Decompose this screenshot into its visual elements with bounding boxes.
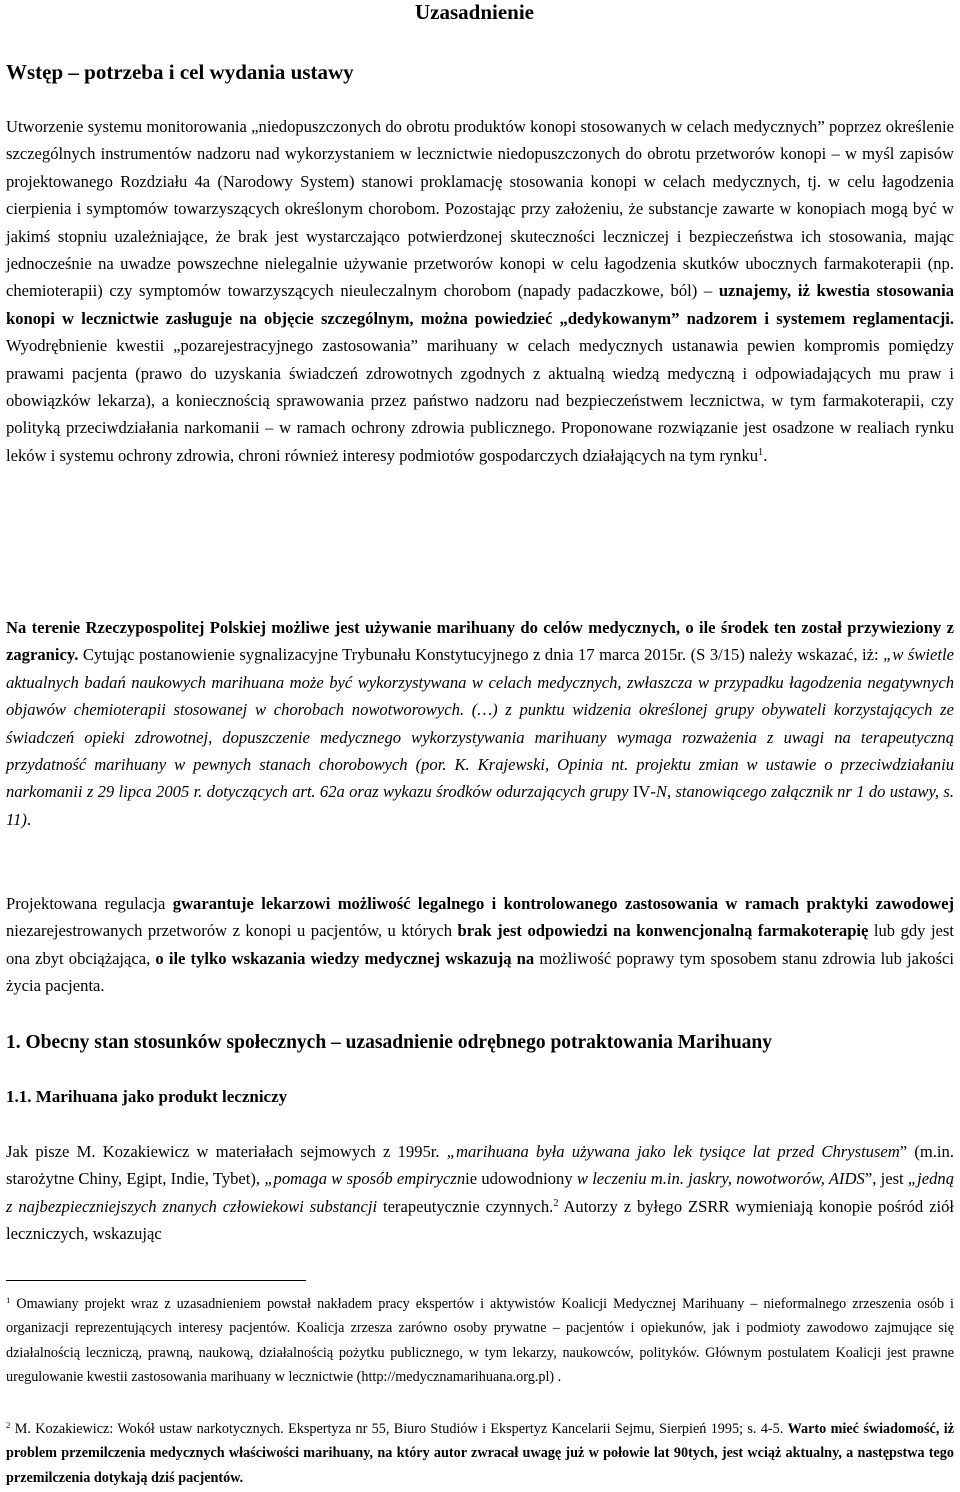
footnote-ref-2: 2 [553,1198,559,1210]
footnote-ref-1: 1 [758,447,764,459]
footnote-1: $^1$ Omawiany projekt wraz z uzasadnieniem powstał nakładem pracy ekspertów i aktywistów Koalicji Medycznej Marihuany – nieformalnego zrzeszenia osób i organizacji reprezentujących interesy pacjentów. Koalicja zrzesza zarówno osoby prywatne – pacjentów i opiekunów, jak i podmioty zawodowo zajmujące się działalnością leczniczą, prawną, naukową, działalnością pożytku publicznego, w tym lekarzy, naukowców, polityków. Głównym postulatem Koalicji jest prawne uregulowanie kwestii zastosowania marihuany w lecznictwie (http://medycznamarihuana.org.pl) . [6,1295,954,1385]
section-heading-1: 1. Obecny stan stosunków społecznych – uzasadnienie odrębnego potraktowania Marihuany [6,1032,773,1053]
document-title: Uzasadnienie [415,0,535,24]
footnote-2: $^2$ M. Kozakiewicz: Wokół ustaw narkotycznych. Ekspertyza nr 55, Biuro Studiów i Ekspertyz Kancelarii Sejmu, Sierpień 1995; s. 4-5. Warto mieć świadomość, iż problem przemilczenia medycznych właściwości marihuany, na który autor zwracał uwagę już w połowie lat 90tych, jest wciąż aktualny, a następstwa tego przemilczenia dotykają dziś pacjentów. [6,1420,954,1486]
paragraph-intro: Utworzenie systemu monitorowania „niedopuszczonych do obrotu produktów konopi stosowanych w celach medycznych” poprzez określenie szczególnych instrumentów nadzoru nad wykorzystaniem w lecznictwie niedopuszczonych do obrotu przetworów konopi – w myśl zapisów projektowanego Rozdziału 4a (Narodowy System) stanowi proklamację stosowania konopi w celach medycznych, tj. w celu łagodzenia cierpienia i symptomów towarzyszących określonym chorobom. Pozostając przy założeniu, że substancje zawarte w konopiach mogą być w jakimś stopniu uzależniające, że brak jest wystarczająco potwierdzonej skuteczności leczniczej i bezpieczeństwa ich stosowania, mając jednocześnie na uwadze powszechne nielegalnie używanie przetworów konopi w celu łagodzenia skutków ubocznych farmakoterapii (np. chemioterapii) czy symptomów towarzyszących nieuleczalnym chorobom (napady padaczkowe, ból) – uznajemy, iż kwestia stosowania konopi w lecznictwie zasługuje na objęcie szczególnym, można powiedzieć „dedykowanym” nadzorem i systemem reglamentacji. Wyodrębnienie kwestii „pozarejestracyjnego zastosowania” marihuany w celach medycznych ustanawia pewien kompromis pomiędzy prawami pacjenta (prawo do uzyskania świadczeń zdrowotnych zgodnych z aktualną wiedzą medyczną i odpowiadających mu praw i obowiązków lekarza), a koniecznością sprawowania przez państwo nadzoru nad bezpieczeństwem lecznictwa, w tym farmakoterapii, czy polityką przeciwdziałania narkomanii – w ramach ochrony zdrowia publicznego. Proponowane rozwiązanie jest osadzone w realiach rynku leków i systemu ochrony zdrowia, chroni również interesy podmiotów gospodarczych działających na tym rynku$^1$. [6,117,955,465]
footnote-separator [6,1280,306,1281]
paragraph-history: Jak pisze M. Kozakiewicz w materiałach sejmowych z 1995r. „marihuana była używana jako lek tysiące lat przed Chrystusem” (m.in. starożytne Chiny, Egipt, Indie, Tybet), „pomaga w sposób empirycznie udowodniony w leczeniu m.in. jaskry, nowotworów, AIDS”, jest „jedną z najbezpieczniejszych znanych człowiekowi substancji terapeutycznie czynnych.$^2$ Autorzy z byłego ZSRR wymieniają konopie pośród ziół leczniczych, wskazując [6,1142,954,1244]
paragraph-regulation: Projektowana regulacja gwarantuje lekarzowi możliwość legalnego i kontrolowanego zastosowania w ramach praktyki zawodowej niezarejestrowanych przetworów z konopi u pacjentów, u których brak jest odpowiedzi na konwencjonalną farmakoterapię lub gdy jest ona zbyt obciążająca, o ile tylko wskazania wiedzy medycznej wskazują na możliwość poprawy tym sposobem stanu zdrowia lub jakości życia pacjenta. [6,894,954,996]
paragraph-legal-status: Na terenie Rzeczypospolitej Polskiej możliwe jest używanie marihuany do celów medycznych, o ile środek ten został przywieziony z zagranicy. Cytując postanowienie sygnalizacyjne Trybunału Konstytucyjnego z dnia 17 marca 2015r. (S 3/15) należy wskazać, iż: „w świetle aktualnych badań naukowych marihuana może być wykorzystywana w celach medycznych, zwłaszcza w przypadku łagodzenia negatywnych objawów chemioterapii stosowanej w chorobach nowotworowych. (…) z punktu widzenia określonej grupy obywateli korzystających ze świadczeń opieki zdrowotnej, dopuszczenie medycznego wykorzystywania marihuany wymaga rozważenia z uwagi na terapeutyczną przydatność marihuany w pewnych stanach chorobowych (por. K. Krajewski, Opinia nt. projektu zmian w ustawie o przeciwdziałaniu narkomanii z 29 lipca 2005 r. dotyczących art. 62a oraz wykazu środków odurzających grupy IV-N, stanowiącego załącznik nr 1 do ustawy, s. 11). [6,618,954,829]
intro-heading: Wstęp – potrzeba i cel wydania ustawy [6,60,354,84]
section-heading-1-1: 1.1. Marihuana jako produkt leczniczy [6,1087,288,1106]
